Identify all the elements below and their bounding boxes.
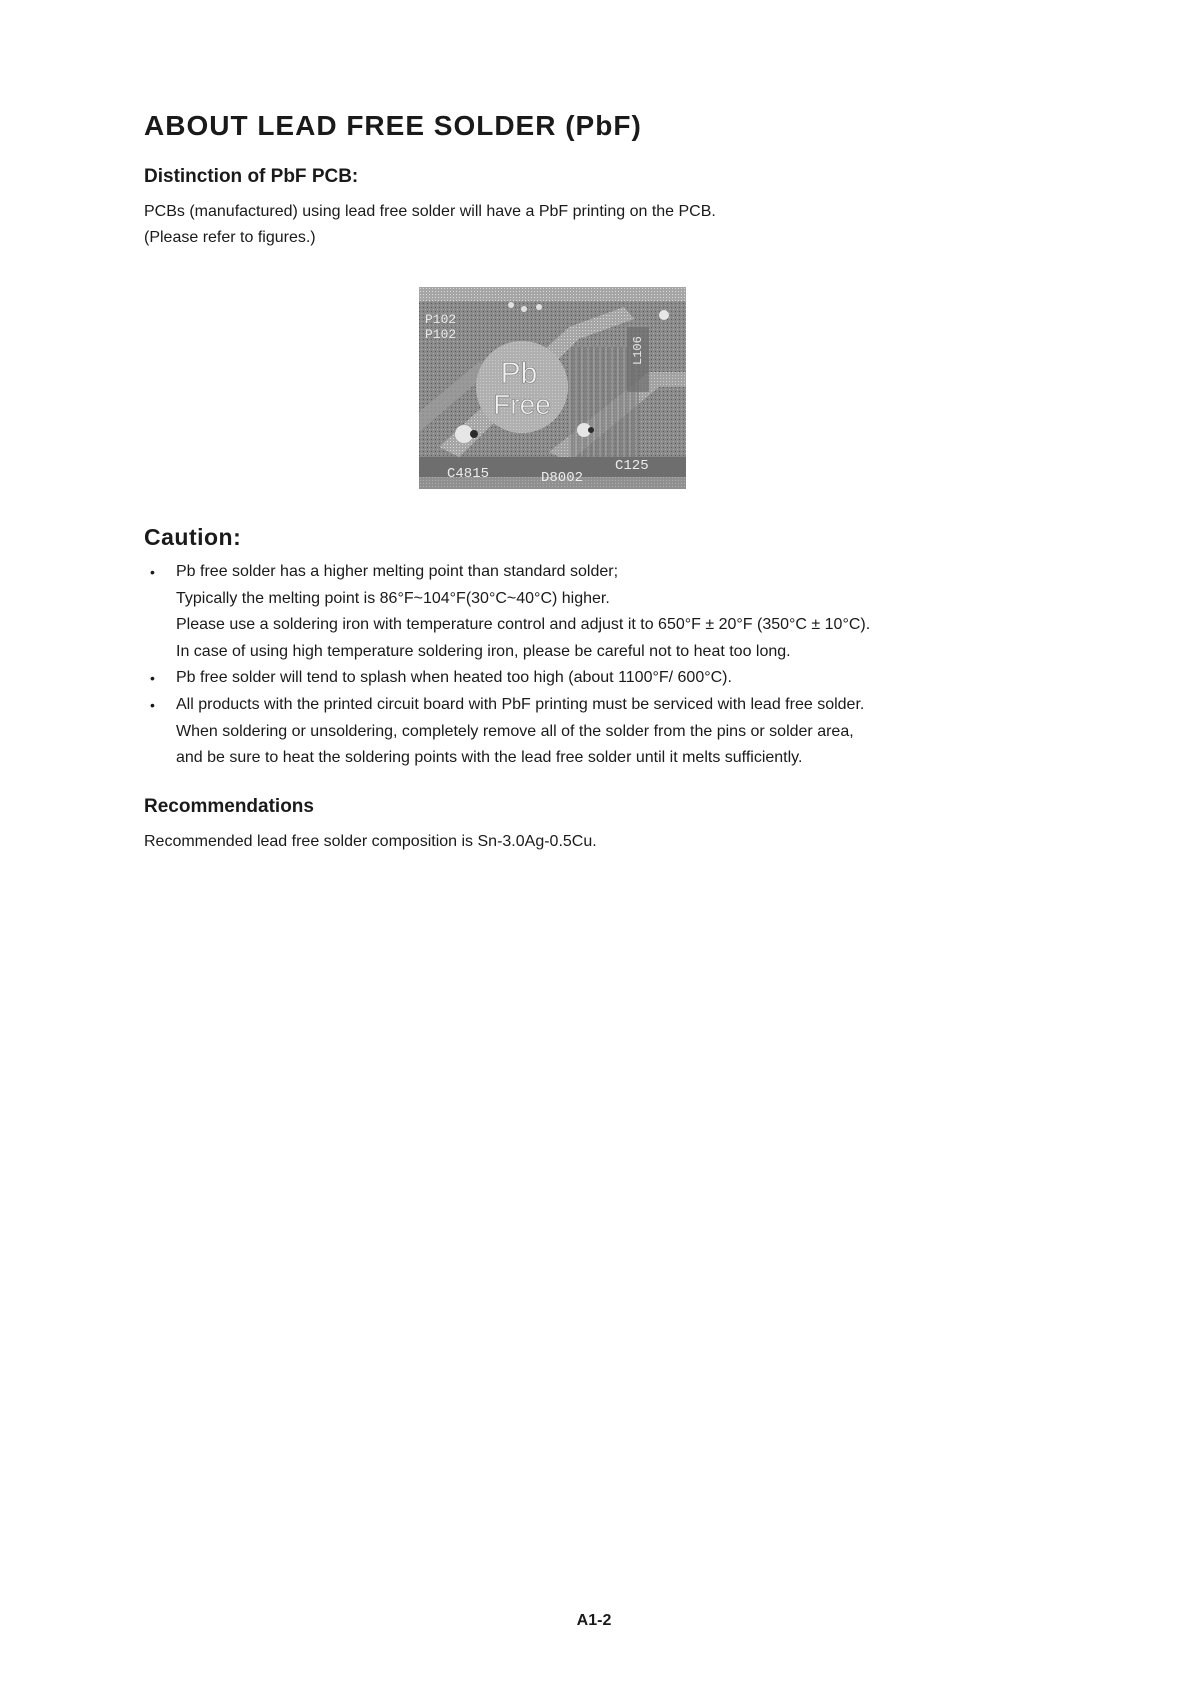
silkscreen-label: L106: [631, 336, 645, 365]
silkscreen-label: P102: [425, 327, 457, 342]
distinction-line-1: PCBs (manufactured) using lead free solder will have a PbF printing on the PCB.: [144, 203, 716, 220]
page-number: A1-2: [576, 1612, 612, 1629]
list-item: [144, 559, 1044, 665]
caution-line: and be sure to heat the soldering points with the lead free solder until it melts sufficiently.: [176, 749, 803, 767]
caution-line: In case of using high temperature soldering iron, please be careful not to heat too long.: [176, 642, 791, 660]
caution-line: • Pb free solder will tend to splash when heated too high (about 1100°F/ 600°C).: [176, 669, 732, 687]
free-logo-text: Free: [493, 389, 551, 420]
recommendations-text: Recommended lead free solder composition is Sn-3.0Ag-0.5Cu.: [144, 833, 597, 850]
pb-logo-text: Pb: [500, 357, 538, 390]
caution-line: Please use a soldering iron with temperature control and adjust it to 650°F ± 20°F (350°C ± 10°C).: [176, 616, 871, 634]
list-item: [144, 692, 1044, 772]
caution-line: When soldering or unsoldering, completely remove all of the solder from the pins or solder area,: [176, 722, 854, 740]
distinction-line-2: (Please refer to figures.): [144, 229, 316, 246]
silkscreen-label: P102: [425, 312, 457, 327]
list-item: [144, 665, 1044, 692]
caution-heading: Caution:: [144, 524, 242, 550]
caution-line: • All products with the printed circuit board with PbF printing must be serviced with lead free solder.: [176, 695, 865, 713]
caution-line: • Pb free solder has a higher melting point than standard solder;: [176, 563, 619, 580]
silkscreen-label: D8002: [541, 470, 584, 486]
silkscreen-label: C4815: [447, 466, 490, 482]
recommendations-heading: Recommendations: [144, 796, 314, 817]
page-title: ABOUT LEAD FREE SOLDER (PbF): [144, 110, 642, 141]
distinction-heading: Distinction of PbF PCB:: [144, 166, 359, 187]
caution-list: [144, 559, 1044, 772]
pbf-pcb-photo: [419, 287, 686, 489]
caution-line: Typically the melting point is 86°F~104°F(30°C~40°C) higher.: [176, 589, 610, 607]
silkscreen-label: C125: [615, 458, 649, 474]
